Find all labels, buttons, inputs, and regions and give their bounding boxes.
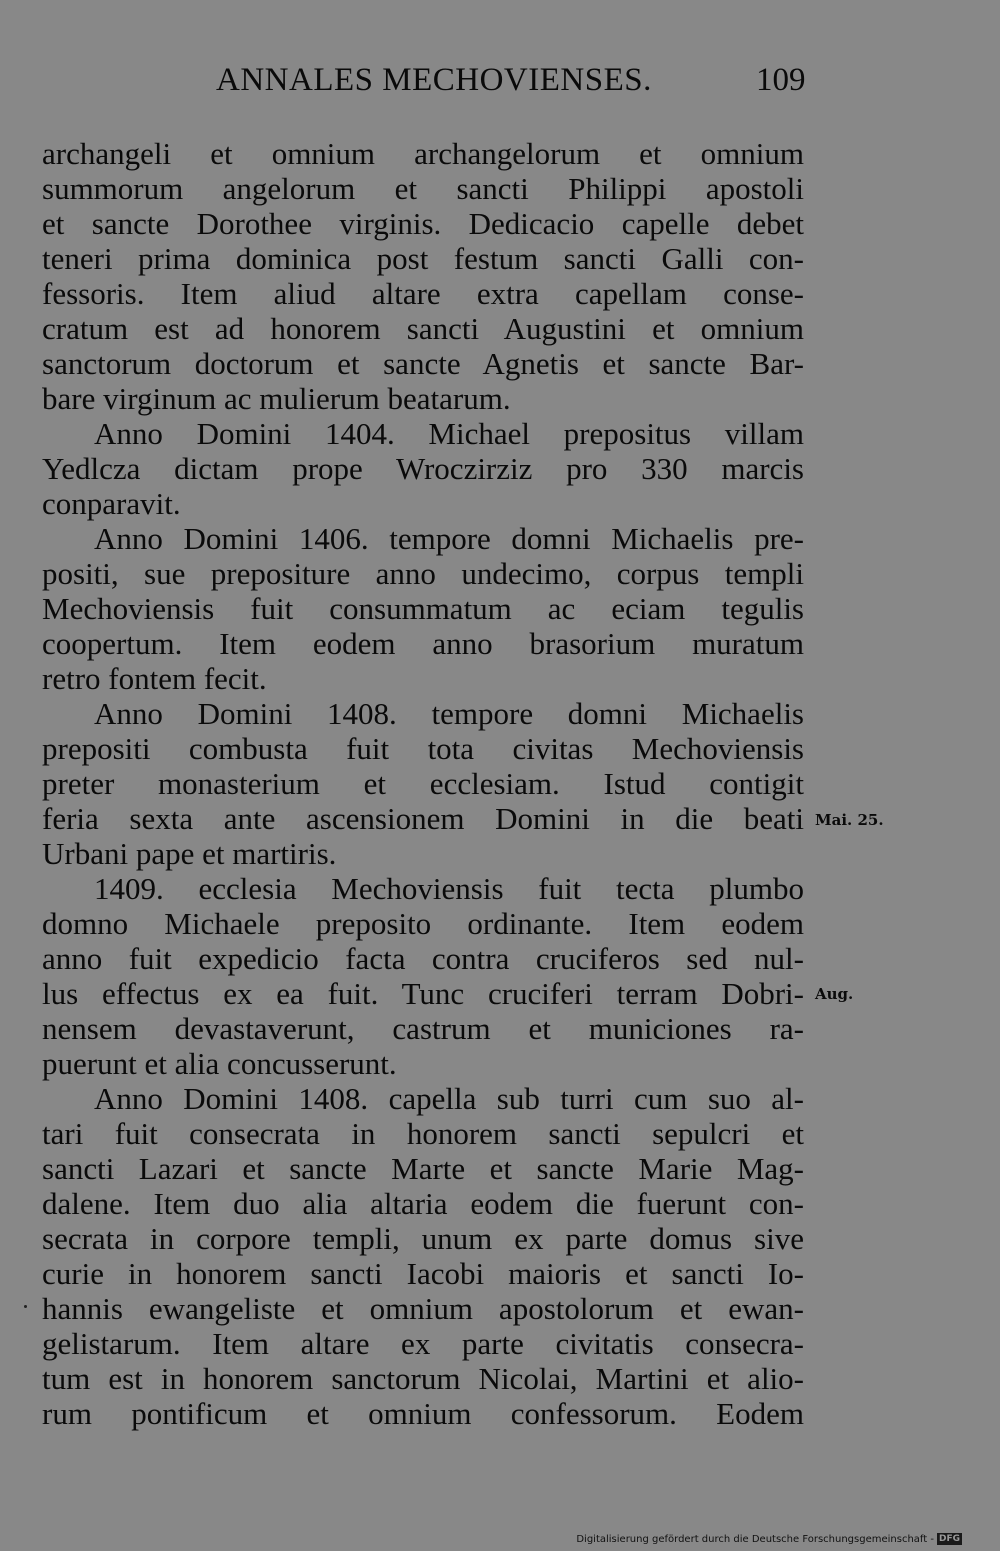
text-line: nensem devastaverunt, castrum et municiones ra-	[42, 1011, 804, 1046]
text-line: secrata in corpore templi, unum ex parte domus sive	[42, 1221, 804, 1256]
text-line: Anno Domini 1404. Michael prepositus villam	[94, 416, 804, 451]
text-line: archangeli et omnium archangelorum et omnium	[42, 136, 804, 171]
text-line: 1409. ecclesia Mechoviensis fuit tecta plumbo	[94, 871, 804, 906]
text-line: puerunt et alia concusserunt.	[42, 1046, 397, 1081]
stray-mark	[24, 1305, 27, 1308]
text-line: lus effectus ex ea fuit. Tunc cruciferi terram Dobri-	[42, 976, 804, 1011]
page-number: 109	[756, 62, 806, 98]
text-line: sancti Lazari et sancte Marte et sancte Marie Mag-	[42, 1151, 804, 1186]
body-text	[42, 136, 804, 1431]
text-line: Anno Domini 1408. capella sub turri cum suo al-	[94, 1081, 804, 1116]
running-header	[0, 62, 1000, 102]
text-line: preter monasterium et ecclesiam. Istud contigit	[42, 766, 804, 801]
text-line: feria sexta ante ascensionem Domini in die beati	[42, 801, 804, 836]
footer-credit	[576, 1533, 962, 1547]
text-line: Urbani pape et martiris.	[42, 836, 337, 871]
text-line: Yedlcza dictam prope Wroczirziz pro 330 marcis	[42, 451, 804, 486]
text-line: conparavit.	[42, 486, 181, 521]
text-line: gelistarum. Item altare ex parte civitatis consecra-	[42, 1326, 804, 1361]
text-line: anno fuit expedicio facta contra cruciferos sed nul-	[42, 941, 804, 976]
text-line: prepositi combusta fuit tota civitas Mechoviensis	[42, 731, 804, 766]
dfg-logo-icon: DFG	[938, 1534, 960, 1544]
marginal-note-mai: Mai. 25.	[815, 811, 884, 829]
text-line: fessoris. Item aliud altare extra capellam conse-	[42, 276, 804, 311]
text-line: et sancte Dorothee virginis. Dedicacio capelle debet	[42, 206, 804, 241]
text-line: sanctorum doctorum et sancte Agnetis et sancte Bar-	[42, 346, 804, 381]
text-line: rum pontificum et omnium confessorum. Eodem	[42, 1396, 804, 1431]
text-line: Mechoviensis fuit consummatum ac eciam tegulis	[42, 591, 804, 626]
text-line: domno Michaele preposito ordinante. Item eodem	[42, 906, 804, 941]
text-line: retro fontem fecit.	[42, 661, 267, 696]
text-line: positi, sue prepositure anno undecimo, corpus templi	[42, 556, 804, 591]
text-line: tum est in honorem sanctorum Nicolai, Martini et alio-	[42, 1361, 804, 1396]
text-line: summorum angelorum et sancti Philippi apostoli	[42, 171, 804, 206]
text-line: hannis ewangeliste et omnium apostolorum et ewan-	[42, 1291, 804, 1326]
marginal-note-aug: Aug.	[815, 985, 854, 1003]
text-line: Anno Domini 1406. tempore domni Michaelis pre-	[94, 521, 804, 556]
text-line: teneri prima dominica post festum sancti Galli con-	[42, 241, 804, 276]
text-line: cratum est ad honorem sancti Augustini et omnium	[42, 311, 804, 346]
text-line: bare virginum ac mulierum beatarum.	[42, 381, 511, 416]
text-line: Anno Domini 1408. tempore domni Michaelis	[94, 696, 804, 731]
text-line: curie in honorem sancti Iacobi maioris et sancti Io-	[42, 1256, 804, 1291]
footer-credit-text: Digitalisierung gefördert durch die Deutsche Forschungsgemeinschaft -	[576, 1534, 934, 1545]
text-line: coopertum. Item eodem anno brasorium muratum	[42, 626, 804, 661]
text-line: dalene. Item duo alia altaria eodem die fuerunt con-	[42, 1186, 804, 1221]
text-line: tari fuit consecrata in honorem sancti sepulcri et	[42, 1116, 804, 1151]
running-title: ANNALES MECHOVIENSES.	[216, 62, 652, 98]
